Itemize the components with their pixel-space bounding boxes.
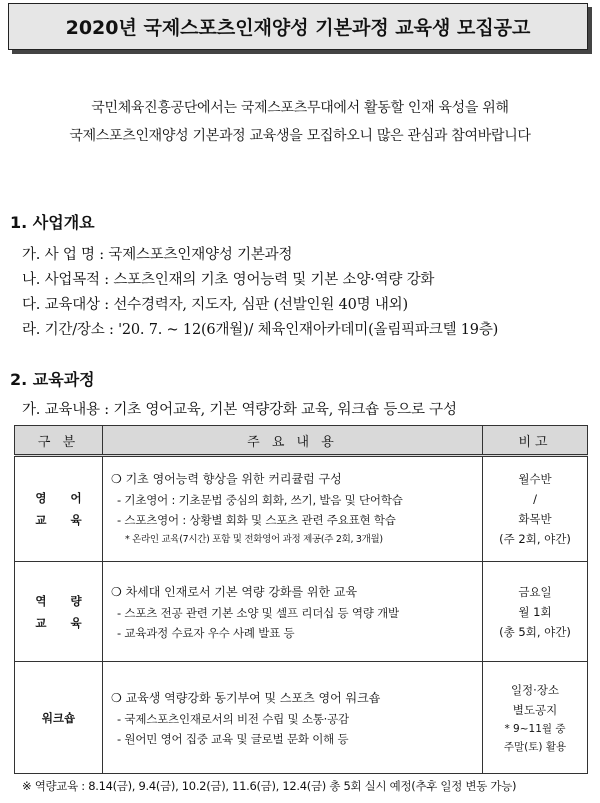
remark-line: 주말(토) 활용 [503, 740, 567, 753]
remark-line: 일정·장소 [510, 682, 560, 697]
content-sub: - 기초영어 : 기초문법 중심의 회화, 쓰기, 발음 및 단어학습 [117, 493, 403, 507]
table-header-row [15, 426, 588, 456]
section-1-heading: 1. 사업개요 [10, 213, 95, 232]
overview-item-purpose [22, 268, 434, 289]
row-content [103, 456, 483, 562]
overview-label: 라. 기간/장소 [22, 322, 105, 338]
category-line: 워크숍 [41, 710, 76, 725]
table-row [15, 662, 588, 774]
overview-item-period [22, 318, 498, 339]
content-main: ❍ 교육생 역량강화 동기부여 및 스포츠 영어 워크숍 [111, 690, 381, 705]
row-category [15, 562, 103, 662]
content-sub: - 교육과정 수료자 우수 사례 발표 등 [117, 625, 295, 640]
section-2-heading: 2. 교육과정 [10, 370, 95, 389]
row-content [103, 562, 483, 662]
content-main: ❍ 기초 영어능력 향상을 위한 커리큘럼 구성 [111, 472, 342, 486]
row-remark [483, 662, 588, 774]
page-title: 2020년 국제스포츠인재양성 기본과정 교육생 모집공고 [8, 3, 588, 50]
overview-value: : 스포츠인재의 기초 영어능력 및 기본 소양·역량 강화 [104, 272, 435, 288]
table-row [15, 562, 588, 662]
overview-item-target [22, 293, 408, 314]
row-remark [483, 456, 588, 562]
category-line: 교 육 [35, 513, 92, 527]
overview-value: : 선수경력자, 지도자, 심판 (선발인원 40명 내외) [104, 297, 408, 313]
remark-line: (주 2회, 야간) [499, 532, 571, 546]
table-row [15, 456, 588, 562]
row-remark [483, 562, 588, 662]
category-line: 교 육 [35, 615, 92, 630]
remark-line: 월 1회 [518, 604, 552, 619]
remark-line: 금요일 [518, 584, 552, 599]
overview-value: : '20. 7. ~ 12(6개월)/ 체육인재아카데미(올림픽파크텔 19층) [108, 322, 499, 338]
content-sub: - 원어민 영어 집중 교육 및 글로벌 문화 이해 등 [117, 731, 349, 746]
overview-label: 다. 교육대상 [22, 297, 100, 313]
header-category: 구 분 [15, 426, 103, 456]
content-note: * 온라인 교육(7시간) 포함 및 전화영어 과정 제공(주 2회, 3개월) [125, 534, 383, 545]
remark-line: 화목반 [518, 512, 552, 526]
remark-line: 월수반 [518, 472, 552, 486]
intro-line-2: 국제스포츠인재양성 기본과정 교육생을 모집하오니 많은 관심과 참여바랍니다 [69, 128, 531, 144]
header-content: 주 요 내 용 [103, 426, 483, 456]
intro-line-1: 국민체육진흥공단에서는 국제스포츠무대에서 활동할 인재 육성을 위해 [91, 100, 509, 116]
curriculum-table [14, 425, 588, 774]
row-category [15, 662, 103, 774]
overview-label: 가. 사 업 명 [22, 247, 95, 263]
overview-value: : 국제스포츠인재양성 기본과정 [99, 247, 293, 263]
header-remark: 비고 [483, 426, 588, 456]
remark-line: / [533, 492, 537, 506]
row-content [103, 662, 483, 774]
remark-line: 별도공지 [512, 702, 558, 717]
education-content-line: 가. 교육내용 : 기초 영어교육, 기본 역량강화 교육, 워크숍 등으로 구성 [22, 402, 457, 418]
content-sub: - 스포츠 전공 관련 기본 소양 및 셀프 리더십 등 역량 개발 [117, 605, 399, 620]
remark-line: (총 5회, 야간) [499, 624, 571, 639]
row-category [15, 456, 103, 562]
content-sub: - 스포츠영어 : 상황별 회화 및 스포츠 관련 주요표현 학습 [117, 513, 396, 527]
remark-line: * 9~11월 중 [504, 722, 566, 735]
category-line: 역 량 [35, 593, 92, 608]
overview-label: 나. 사업목적 [22, 272, 100, 288]
content-sub: - 국제스포츠인재로서의 비전 수립 및 소통·공감 [117, 711, 349, 726]
category-line: 영 어 [35, 491, 92, 505]
overview-item-name [22, 243, 292, 264]
content-main: ❍ 차세대 인재로서 기본 역량 강화를 위한 교육 [111, 584, 358, 599]
footer-note: ※ 역량교육 : 8.14(금), 9.4(금), 10.2(금), 11.6(금), 12.4(금) 총 5회 실시 예정(추후 일정 변동 가능) [22, 779, 517, 793]
